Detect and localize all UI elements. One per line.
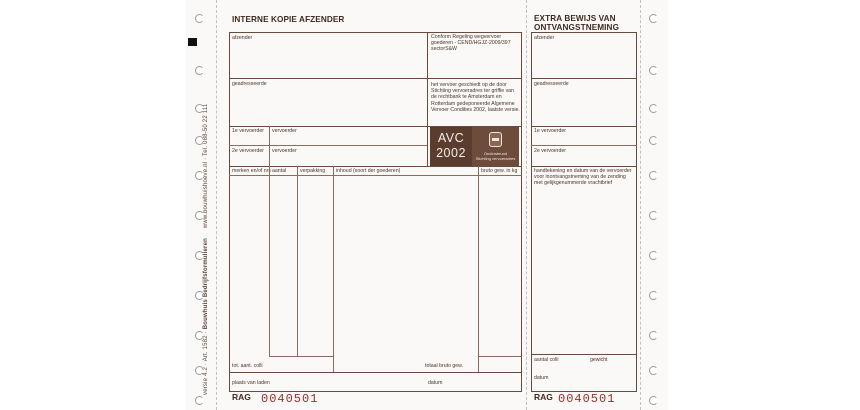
right-panel-title [534,14,619,32]
divider [531,166,637,167]
right-perforation [640,0,641,410]
first-carrier-label: 1e vervoerder [534,128,567,134]
colli-count-label: aantal colli [534,357,559,363]
second-carrier-label: 2e vervoerder [534,148,567,154]
avc-label: AVC [437,131,465,145]
middle-perforation [526,0,527,410]
column-header-marks: merken en/of nrs [232,168,271,174]
first-carrier-label: 1e vervoerder [232,128,265,134]
feed-hole-icon [649,251,658,260]
total-colli-label: tot. aant. colli [232,363,263,369]
avc-year: 2002 [436,146,466,160]
weight-label: gewicht [590,357,608,363]
title-line: ONTVANGSTNEMING [534,23,620,32]
divider [531,78,637,79]
consignee-label: geadresseerde [534,81,569,87]
feed-hole-icon [649,211,658,220]
rag-label: RAG [232,392,251,402]
divider [531,354,637,355]
transport-conditions-text: het vervoer geschiedt op de door Stichting vervoeradres ter griffie van de rechtbank te Amsterdam en Rotterdam gedeponeerde Algemene Vervoer Condities 2002, laatste versie. [431,82,520,113]
sender-label: afzender [232,35,253,41]
divider [427,32,428,166]
feed-hole-icon [649,366,658,375]
left-perforation [216,0,217,410]
column-header-packaging: verpakking [300,168,326,174]
publisher-contact: www.bouwhuishoeve.nl · Tel. 088-50 22 111 [203,103,209,229]
carrier-signature-note: handtekening en datum van de vervoerder voor inontvangstneming van de zending met gelijkgenummerde vrachtbrief [534,168,632,187]
column-divider [269,166,270,356]
column-header-contents: inhoud (soort der goederen) [336,168,401,174]
divider [531,126,637,127]
divider [269,126,270,166]
feed-hole-icon [649,14,658,23]
divider [478,356,522,357]
second-carrier-label: 2e vervoerder [232,148,265,154]
avc-2002-logo [430,127,472,166]
right-feed-holes [646,6,662,406]
total-weight-label: totaal bruto gew. [425,363,464,369]
divider [229,372,522,373]
article-number: versie 4.2 · Art. 1582 · [203,329,209,395]
feed-hole-icon [195,66,204,75]
feed-hole-icon [649,136,658,145]
registration-mark [188,38,197,46]
feed-hole-icon [649,331,658,340]
form-serial-number: 0040501 [261,392,319,406]
divider [229,78,522,79]
column-divider [297,166,298,356]
divider [531,145,637,146]
stichting-stamp [472,127,519,166]
title-line: EXTRA BEWIJS VAN [534,14,616,23]
column-divider [333,166,334,372]
feed-hole-icon [195,396,204,405]
feed-hole-icon [649,104,658,113]
left-panel-title: INTERNE KOPIE AFZENDER [232,15,345,24]
publisher-name: Bouwhuis Bedrijfsformulieren [203,238,209,330]
divider [269,356,333,357]
column-divider [478,166,479,372]
regulation-text: Conform Regeling wegvervoer goederen - CEND/HGJZ-2009/397 sectorS&W [431,34,511,53]
publisher-margin-text [203,104,209,395]
stamp-line: Stichting vervoeradres [475,156,516,161]
place-of-loading-label: plaats van laden [232,380,270,386]
date-label: datum [534,375,549,381]
rag-label: RAG [534,392,553,402]
divider [229,145,427,146]
column-header-count: aantal [272,168,287,174]
date-label: datum [428,380,443,386]
column-header-weight: bruto gew. in kg [481,168,518,174]
feed-hole-icon [649,396,658,405]
feed-hole-icon [649,171,658,180]
consignee-label: geadresseerde [232,81,267,87]
form-serial-number: 0040501 [558,392,616,406]
sender-label: afzender [534,35,555,41]
feed-hole-icon [649,291,658,300]
stamp-line: Ondersteund [483,151,508,156]
carrier-label: vervoerder [272,128,297,134]
shield-icon [489,132,502,147]
feed-hole-icon [649,66,658,75]
feed-hole-icon [195,14,204,23]
carrier-label: vervoerder [272,148,297,154]
